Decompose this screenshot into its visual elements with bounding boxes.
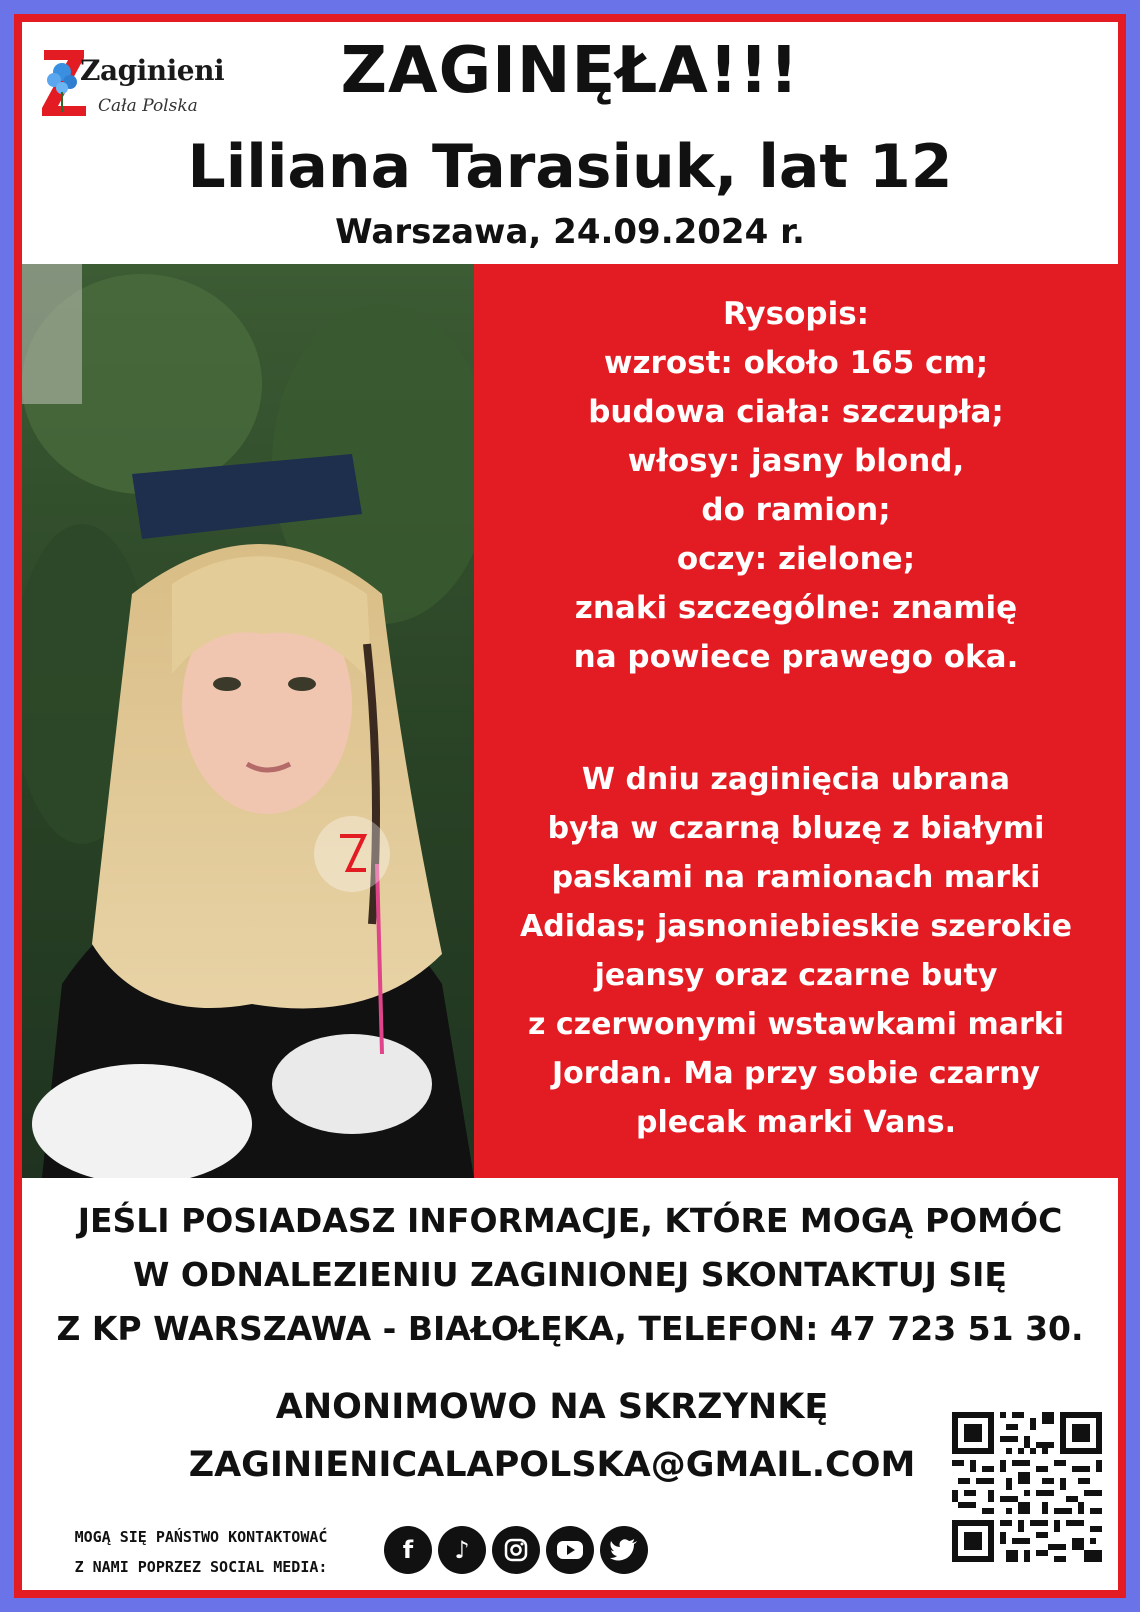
youtube-icon[interactable] xyxy=(546,1526,594,1574)
description-line: oczy: zielone; xyxy=(676,541,916,577)
clothing-line: była w czarną bluzę z białymi xyxy=(547,811,1045,846)
logo-name: Zaginieni xyxy=(80,54,225,87)
poster xyxy=(22,22,1118,1590)
clothing-line: W dniu zaginięcia ubrana xyxy=(581,762,1011,797)
description-line: na powiece prawego oka. xyxy=(573,639,1019,675)
qr-code-icon xyxy=(952,1412,1102,1562)
clothing-line: jeansy oraz czarne buty xyxy=(594,958,998,993)
clothing-line: Jordan. Ma przy sobie czarny xyxy=(552,1056,1040,1091)
clothing-description xyxy=(474,755,1118,1147)
clothing-line: Adidas; jasnoniebieskie szerokie xyxy=(520,909,1072,944)
description-heading: Rysopis: xyxy=(722,296,870,332)
social-caption-line: MOGĄ SIĘ PAŃSTWO KONTAKTOWAĆ xyxy=(74,1528,328,1546)
description-line: znaki szczególne: znamię xyxy=(574,590,1018,626)
anonymous-contact xyxy=(172,1378,932,1494)
photo-portrait-icon xyxy=(22,264,474,1178)
description-list xyxy=(474,290,1118,682)
place-date: Warszawa, 24.09.2024 r. xyxy=(335,212,805,252)
poster-frame xyxy=(14,14,1126,1598)
contact-line: JEŚLI POSIADASZ INFORMACJE, KTÓRE MOGĄ POMÓC xyxy=(77,1201,1063,1240)
clothing-line: z czerwonymi wstawkami marki xyxy=(527,1007,1065,1042)
instagram-icon[interactable] xyxy=(492,1526,540,1574)
page-title: ZAGINĘŁA!!! xyxy=(340,34,800,108)
description-line: do ramion; xyxy=(701,492,891,528)
anonymous-label: ANONIMOWO NA SKRZYNKĘ xyxy=(275,1387,829,1427)
missing-person-photo xyxy=(22,264,474,1178)
twitter-icon[interactable] xyxy=(600,1526,648,1574)
social-icons xyxy=(384,1526,648,1576)
social-caption-line: Z NAMI POPRZEZ SOCIAL MEDIA: xyxy=(74,1558,328,1576)
contact-info xyxy=(22,1194,1118,1356)
missing-person-name: Liliana Tarasiuk, lat 12 xyxy=(187,132,953,202)
social-media-caption xyxy=(36,1522,366,1582)
logo-subtitle: Cała Polska xyxy=(98,96,198,116)
tiktok-icon[interactable]: ♪ xyxy=(438,1526,486,1574)
contact-phone-line: Z KP WARSZAWA - BIAŁOŁĘKA, TELEFON: 47 723 51 30. xyxy=(56,1309,1084,1348)
description-line: włosy: jasny blond, xyxy=(627,443,965,479)
email-link[interactable]: ZAGINIENICALAPOLSKA@GMAIL.COM xyxy=(188,1445,916,1485)
clothing-line: plecak marki Vans. xyxy=(636,1105,956,1140)
contact-line: W ODNALEZIENIU ZAGINIONEJ SKONTAKTUJ SIĘ xyxy=(133,1255,1007,1294)
qr-code[interactable] xyxy=(952,1412,1102,1562)
clothing-line: paskami na ramionach marki xyxy=(551,860,1041,895)
description-line: wzrost: około 165 cm; xyxy=(603,345,989,381)
description-panel xyxy=(474,264,1118,1178)
facebook-icon[interactable]: f xyxy=(384,1526,432,1574)
description-line: budowa ciała: szczupła; xyxy=(588,394,1004,430)
